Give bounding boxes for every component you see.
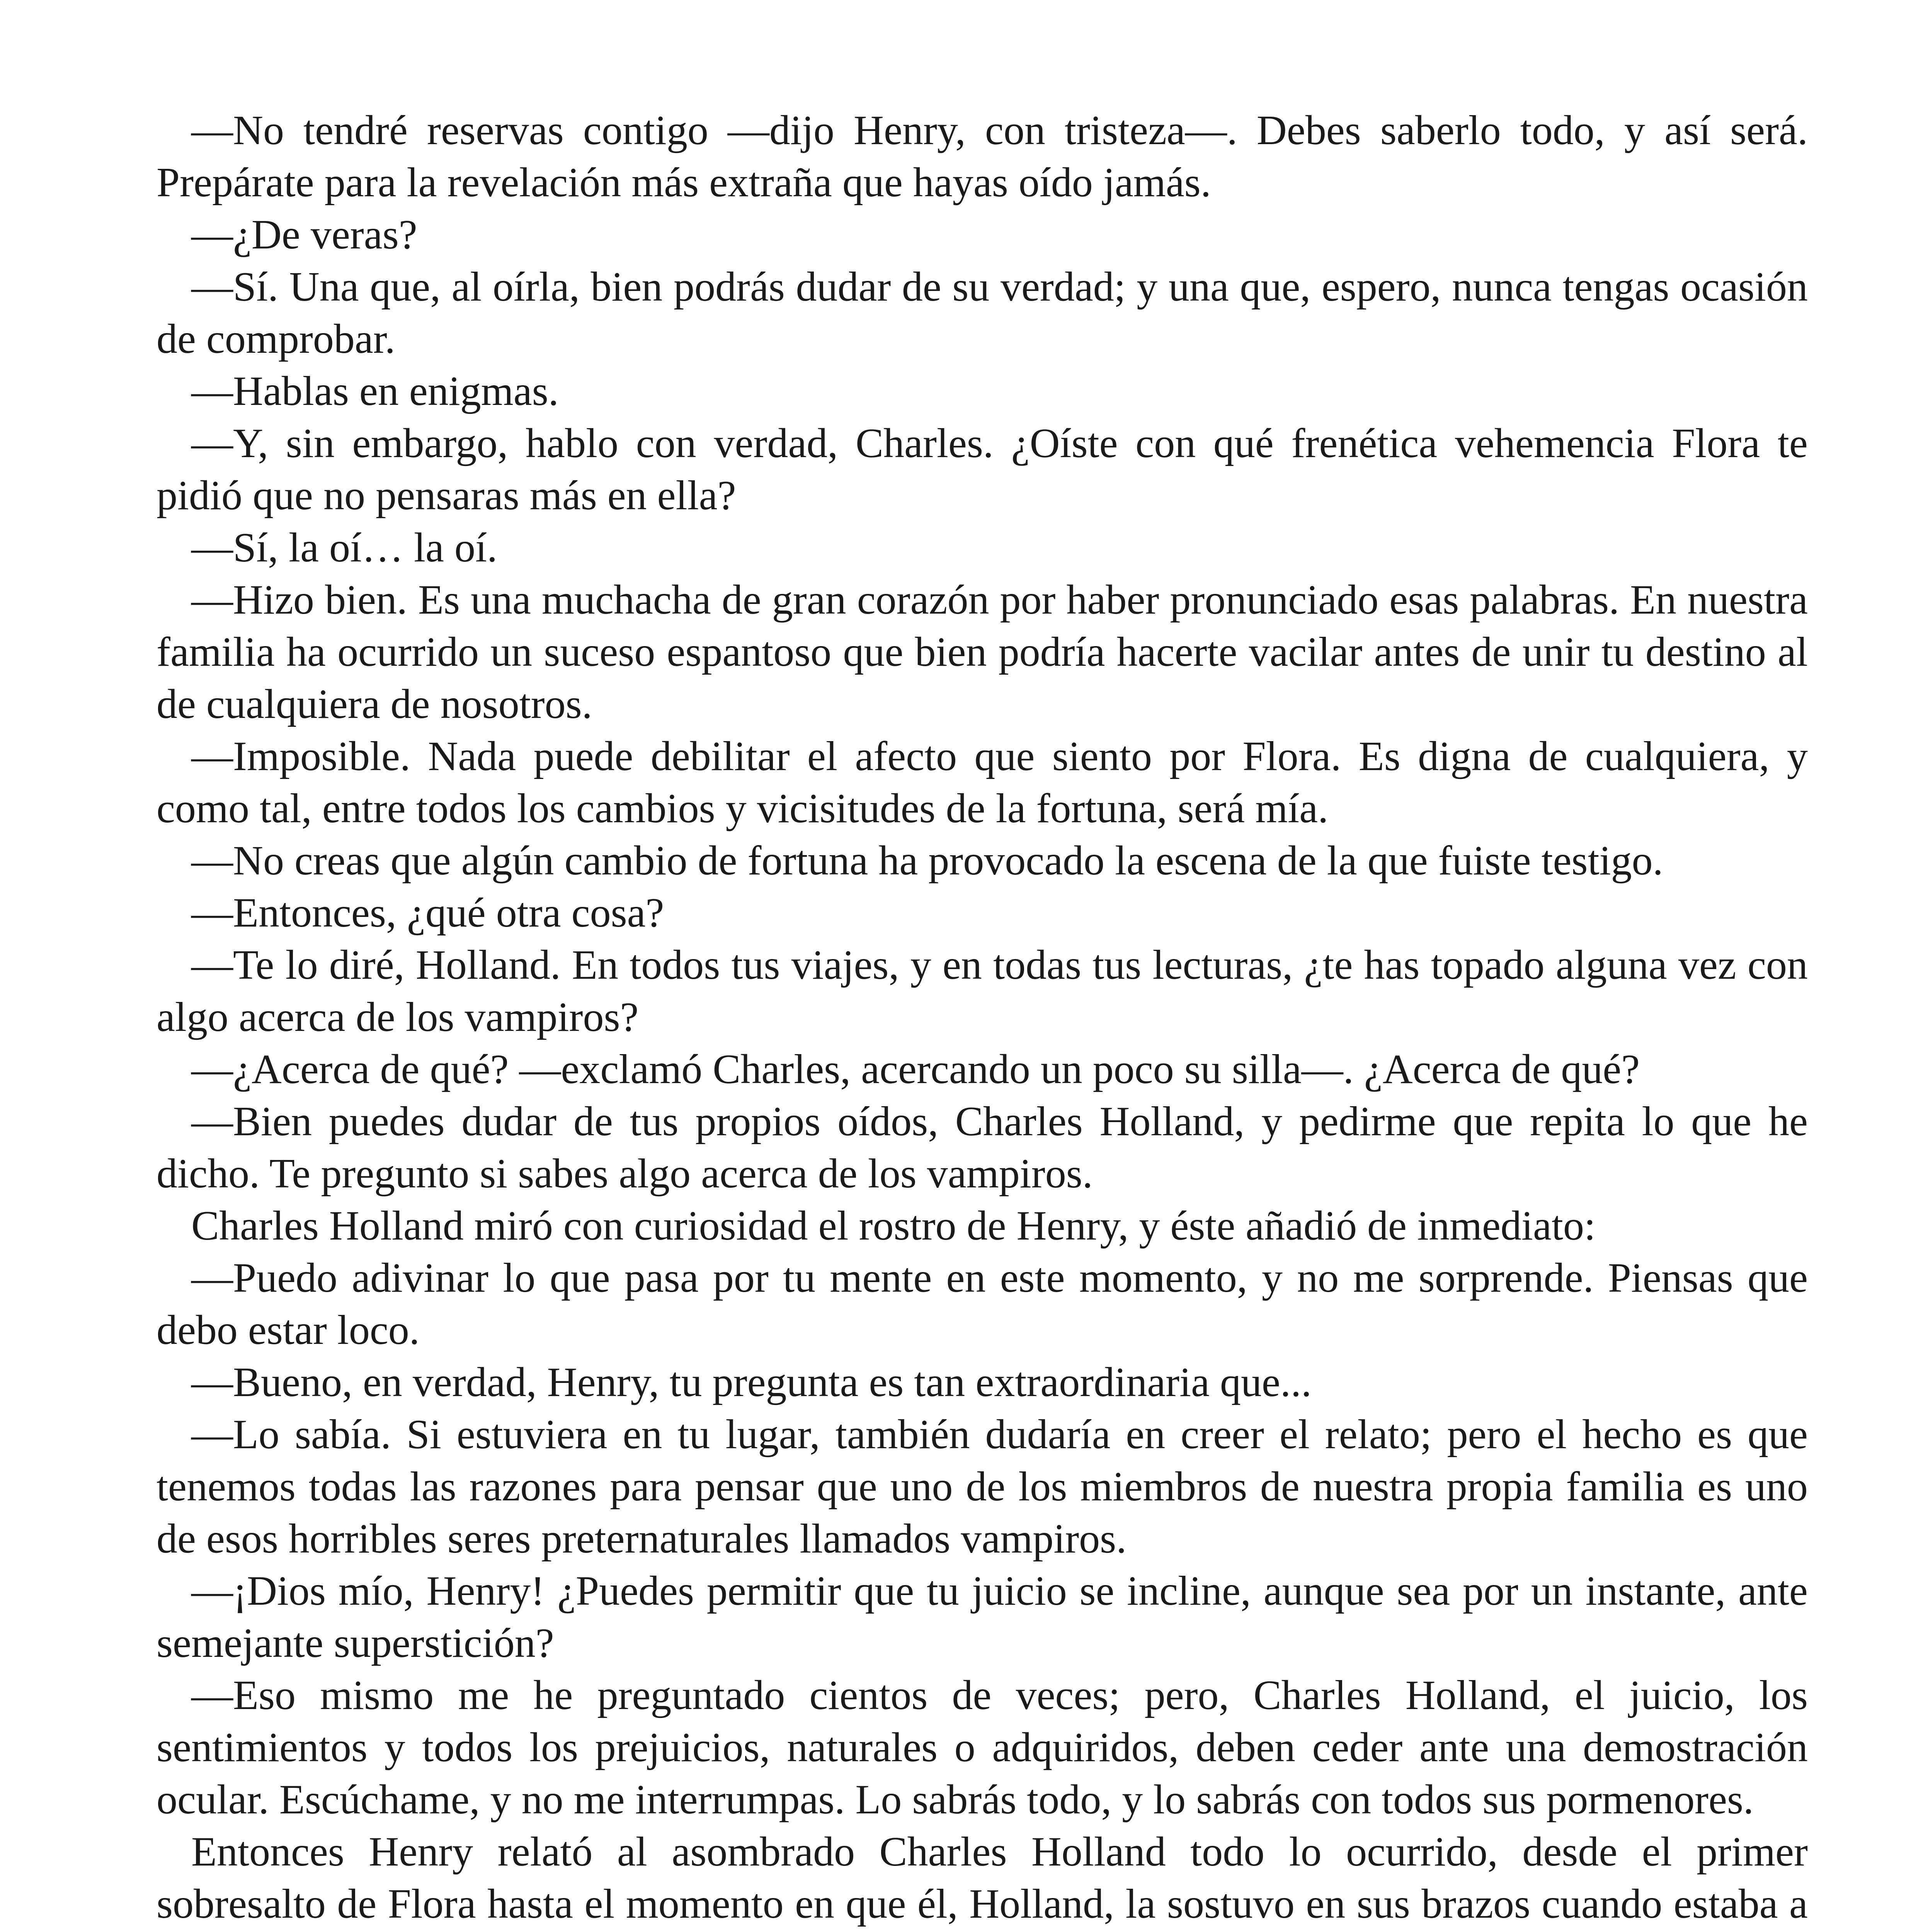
paragraph: —No tendré reservas contigo —dijo Henry, con tristeza—. Debes saberlo todo, y así será. Prepárate para la revelación más extraña que hayas oído jamás. (157, 107, 1808, 206)
paragraph: —Sí. Una que, al oírla, bien podrás dudar de su verdad; y una que, espero, nunca tengas ocasión de comprobar. (157, 264, 1808, 362)
paragraph: Charles Holland miró con curiosidad el rostro de Henry, y éste añadió de inmediato: (191, 1203, 1596, 1249)
paragraph: —¿Acerca de qué? —exclamó Charles, acercando un poco su silla—. ¿Acerca de qué? (191, 1046, 1640, 1092)
paragraph: —Te lo diré, Holland. En todos tus viajes, y en todas tus lecturas, ¿te has topado alguna vez con algo acerca de los vampiros? (157, 942, 1808, 1040)
paragraph: —¡Dios mío, Henry! ¿Puedes permitir que tu juicio se incline, aunque sea por un instante, ante semejante superstición? (157, 1568, 1808, 1666)
paragraph: —Hablas en enigmas. (191, 368, 559, 414)
paragraph: Entonces Henry relató al asombrado Charles Holland todo lo ocurrido, desde el primer sobresalto de Flora hasta el momento en que él, Holland, la sostuvo en sus brazos cuando estaba a (157, 1829, 1808, 1927)
paragraph: —Y, sin embargo, hablo con verdad, Charles. ¿Oíste con qué frenética vehemencia Flora te pidió que no pensaras más en ella? (157, 420, 1808, 519)
paragraph: —Lo sabía. Si estuviera en tu lugar, también dudaría en creer el relato; pero el hecho es que tenemos todas las razones para pensar que uno de los miembros de nuestra propia familia es uno de esos horribles seres preternaturales llamados vampiros. (157, 1412, 1808, 1562)
paragraph: —Sí, la oí… la oí. (191, 525, 497, 571)
paragraph: —¿De veras? (191, 212, 417, 258)
paragraph: —Bueno, en verdad, Henry, tu pregunta es tan extraordinaria que... (191, 1359, 1312, 1405)
paragraph: —No creas que algún cambio de fortuna ha provocado la escena de la que fuiste testigo. (191, 838, 1663, 884)
paragraph: —Eso mismo me he preguntado cientos de veces; pero, Charles Holland, el juicio, los sentimientos y todos los prejuicios, naturales o adquiridos, deben ceder ante una demostración ocular. Escúchame, y no me interrumpas. Lo sabrás todo, y lo sabrás con todos sus pormenores. (157, 1672, 1808, 1823)
paragraph: —Hizo bien. Es una muchacha de gran corazón por haber pronunciado esas palabras. En nuestra familia ha ocurrido un suceso espantoso que bien podría hacerte vacilar antes de unir tu destino al de cualquiera de nosotros. (157, 577, 1808, 727)
paragraph: —Bien puedes dudar de tus propios oídos, Charles Holland, y pedirme que repita lo que he dicho. Te pregunto si sabes algo acerca de los vampiros. (157, 1099, 1808, 1197)
paragraph: —Imposible. Nada puede debilitar el afecto que siento por Flora. Es digna de cualquiera, y como tal, entre todos los cambios y vicisitudes de la fortuna, será mía. (157, 733, 1808, 832)
paragraph: —Entonces, ¿qué otra cosa? (191, 890, 664, 936)
page-body-text (157, 104, 1808, 1932)
paragraph: —Puedo adivinar lo que pasa por tu mente en este momento, y no me sorprende. Piensas que debo estar loco. (157, 1255, 1808, 1353)
